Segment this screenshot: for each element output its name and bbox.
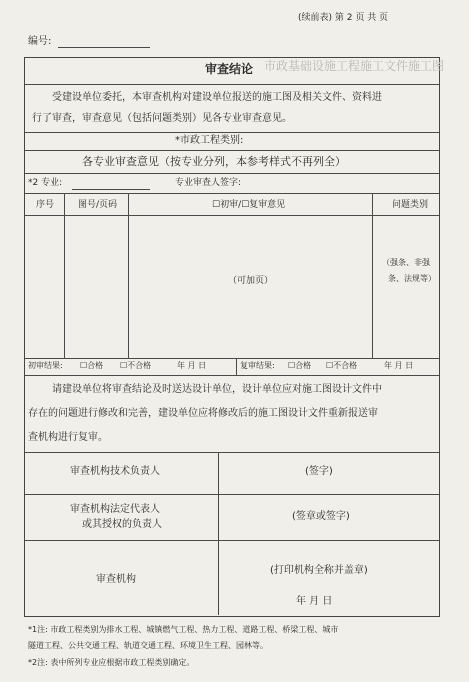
bleed-through-text: 市政基础设施工程施工文件施工图 [264, 59, 445, 73]
first-review-label: 初审结果: [28, 361, 63, 370]
opinions-title: 各专业审查意见（按专业分列，本参考样式不再列全） [82, 155, 346, 168]
divider [25, 540, 439, 541]
tech-lead-label: 审查机构技术负责人 [70, 466, 160, 477]
divider [25, 375, 439, 376]
review-org-stamp: (打印机构全称并盖章) [270, 565, 368, 576]
col-header-review-round: ☐初审/☐复审意见 [212, 200, 286, 210]
divider [25, 358, 439, 359]
table-column-divider [372, 194, 373, 358]
review-result-divider [236, 358, 237, 375]
problem-type-hint-2: 条、法规等） [388, 274, 436, 283]
conclusion-paragraph-line-2: 行了审查，审查意见（包括问题类别）见各专业审查意见。 [32, 113, 292, 124]
table-column-divider [128, 194, 129, 358]
legal-rep-signature: (签章或签字) [292, 511, 350, 522]
review-org-date: 年 月 日 [296, 596, 333, 607]
divider [25, 215, 439, 216]
divider [25, 193, 439, 194]
signature-column-divider [218, 453, 219, 615]
legal-rep-label-line-2: 或其授权的负责人 [82, 519, 162, 530]
col-header-seq: 序号 [36, 200, 55, 210]
second-review-date: 年 月 日 [384, 361, 414, 370]
serial-number-blank [58, 47, 150, 48]
legal-rep-label-line-1: 审查机构法定代表人 [70, 504, 160, 515]
specialty-label: *2 专业: [28, 178, 63, 188]
footnote-1-line-1: *1注: 市政工程类别为排水工程、城镇燃气工程、热力工程、道路工程、桥梁工程、城市 [28, 625, 339, 634]
second-review-pass-checkbox[interactable]: ☐合格 [288, 361, 312, 370]
conclusion-title: 审查结论 [205, 62, 254, 76]
notice-line-1: 请建设单位将审查结论及时送达设计单位，设计单位应对施工图设计文件中 [52, 384, 382, 395]
notice-line-3: 查机构进行复审。 [28, 432, 108, 443]
municipal-category-label: *市政工程类别: [175, 135, 244, 146]
first-review-pass-checkbox[interactable]: ☐合格 [80, 361, 104, 370]
footnote-2: *2注: 表中所列专业应根据市政工程类别确定。 [28, 658, 195, 667]
col-header-problem-type: 问题类别 [392, 200, 429, 210]
divider [25, 150, 439, 151]
tech-lead-signature: (签字) [305, 466, 333, 477]
divider [25, 84, 439, 85]
divider [25, 452, 439, 453]
col-header-drawing: 图号/页码 [78, 200, 118, 210]
notice-line-2: 存在的问题进行修改和完善，建设单位应将修改后的施工图设计文件重新报送审 [28, 408, 378, 419]
conclusion-paragraph-line-1: 受建设单位委托，本审查机构对建设单位报送的施工图及相关文件、资料进 [52, 92, 382, 103]
table-column-divider [64, 194, 65, 358]
footnote-1-line-2: 隧道工程、公共交通工程、轨道交通工程、环境卫生工程、园林等。 [28, 641, 268, 650]
problem-type-hint-1: （强条、非强 [382, 258, 430, 267]
divider [25, 173, 439, 174]
serial-number-label: 编号: [28, 36, 52, 47]
first-review-date: 年 月 日 [177, 361, 207, 370]
divider [25, 132, 439, 133]
specialty-blank [72, 189, 150, 190]
second-review-label: 复审结果: [240, 361, 275, 370]
second-review-fail-checkbox[interactable]: ☐不合格 [326, 361, 358, 370]
first-review-fail-checkbox[interactable]: ☐不合格 [120, 361, 152, 370]
continuation-header: (续前表) 第 2 页 共 页 [298, 13, 389, 23]
review-org-label: 审查机构 [96, 574, 136, 585]
divider [25, 494, 439, 495]
addable-pages-note: （可加页） [228, 276, 274, 286]
reviewer-signature-label: 专业审查人签字: [175, 178, 242, 188]
